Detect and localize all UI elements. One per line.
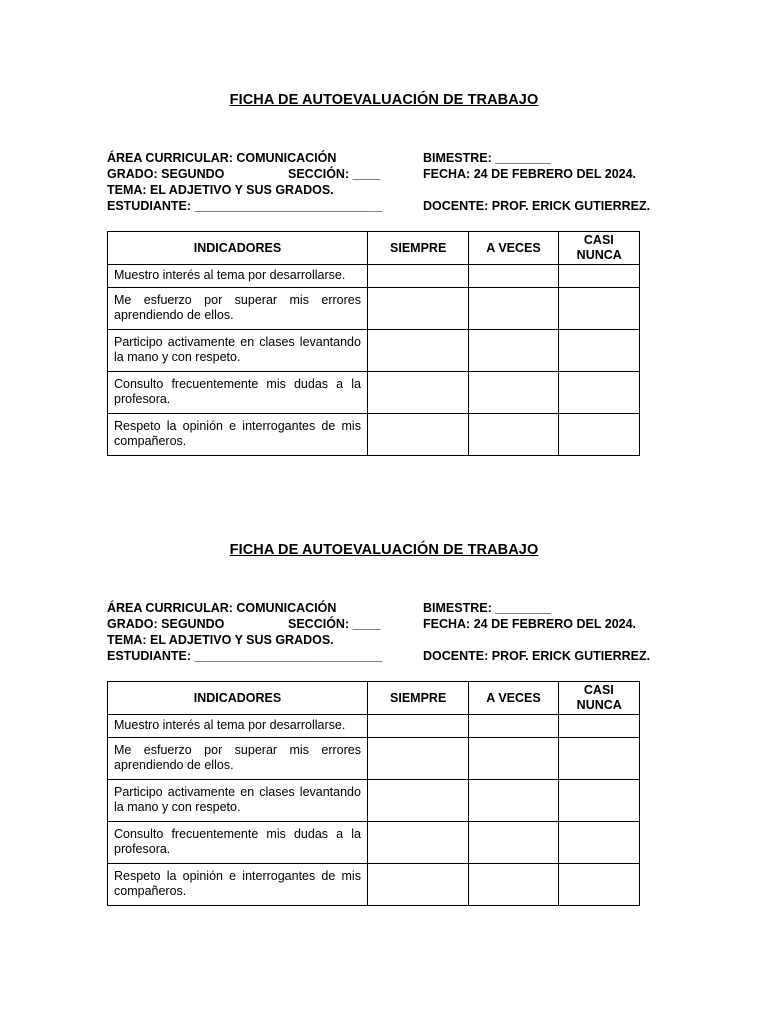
a-veces-cell[interactable] <box>469 780 558 822</box>
docente-label: DOCENTE: PROF. ERICK GUTIERREZ. <box>423 649 651 663</box>
a-veces-cell[interactable] <box>469 715 558 738</box>
indicator-text: Participo activamente en clases levantando la mano y con respeto. <box>108 780 368 822</box>
fecha-label: FECHA: 24 DE FEBRERO DEL 2024. <box>423 167 637 181</box>
siempre-cell[interactable] <box>367 822 468 864</box>
fecha-label: FECHA: 24 DE FEBRERO DEL 2024. <box>423 617 637 631</box>
area-label: ÁREA CURRICULAR: COMUNICACIÓN <box>107 601 337 615</box>
casi-nunca-cell[interactable] <box>558 265 639 288</box>
casi-nunca-cell[interactable] <box>558 372 639 414</box>
indicator-text: Participo activamente en clases levantando la mano y con respeto. <box>108 330 368 372</box>
casi-nunca-cell[interactable] <box>558 288 639 330</box>
docente-label: DOCENTE: PROF. ERICK GUTIERREZ. <box>423 199 651 213</box>
tema-label: TEMA: EL ADJETIVO Y SUS GRADOS. <box>107 183 334 197</box>
siempre-cell[interactable] <box>367 265 468 288</box>
indicator-text: Respeto la opinión e interrogantes de mis compañeros. <box>108 864 368 906</box>
form-title: FICHA DE AUTOEVALUACIÓN DE TRABAJO <box>229 92 539 108</box>
a-veces-cell[interactable] <box>469 288 558 330</box>
table-row <box>108 715 640 738</box>
tema-label: TEMA: EL ADJETIVO Y SUS GRADOS. <box>107 633 334 647</box>
seccion-label: SECCIÓN: ____ <box>288 617 381 631</box>
grado-label: GRADO: SEGUNDO SECCIÓN: ____ <box>107 167 381 181</box>
seccion-label: SECCIÓN: ____ <box>288 167 381 181</box>
a-veces-cell[interactable] <box>469 372 558 414</box>
evaluation-form-1 <box>0 0 768 460</box>
table-row <box>108 864 640 906</box>
a-veces-cell[interactable] <box>469 330 558 372</box>
table-row <box>108 265 640 288</box>
casi-nunca-cell[interactable] <box>558 715 639 738</box>
header-indicadores: INDICADORES <box>108 682 368 715</box>
table-row <box>108 822 640 864</box>
bimestre-field[interactable]: BIMESTRE: ________ <box>423 151 551 165</box>
a-veces-cell[interactable] <box>469 265 558 288</box>
evaluation-table <box>107 231 640 456</box>
info-right-block <box>423 600 650 664</box>
indicator-text: Me esfuerzo por superar mis errores aprendiendo de ellos. <box>108 738 368 780</box>
header-indicadores: INDICADORES <box>108 232 368 265</box>
siempre-cell[interactable] <box>367 715 468 738</box>
casi-nunca-cell[interactable] <box>558 822 639 864</box>
header-siempre: SIEMPRE <box>367 682 468 715</box>
indicator-text: Muestro interés al tema por desarrollarse. <box>108 715 368 738</box>
grado-seccion-line <box>107 166 382 182</box>
siempre-cell[interactable] <box>367 288 468 330</box>
siempre-cell[interactable] <box>367 330 468 372</box>
header-a-veces: A VECES <box>469 682 558 715</box>
grado-label: GRADO: SEGUNDO SECCIÓN: ____ <box>107 617 381 631</box>
table-row <box>108 330 640 372</box>
grado-seccion-line <box>107 616 382 632</box>
indicator-text: Consulto frecuentemente mis dudas a la profesora. <box>108 822 368 864</box>
casi-nunca-cell[interactable] <box>558 738 639 780</box>
indicator-text: Muestro interés al tema por desarrollarse. <box>108 265 368 288</box>
estudiante-field[interactable]: ESTUDIANTE: ___________________________ <box>107 649 383 663</box>
indicator-text: Respeto la opinión e interrogantes de mis compañeros. <box>108 414 368 456</box>
casi-nunca-cell[interactable] <box>558 864 639 906</box>
table-row <box>108 372 640 414</box>
info-left-block <box>107 150 382 214</box>
area-label: ÁREA CURRICULAR: COMUNICACIÓN <box>107 151 337 165</box>
indicator-text: Me esfuerzo por superar mis errores aprendiendo de ellos. <box>108 288 368 330</box>
a-veces-cell[interactable] <box>469 822 558 864</box>
info-left-block <box>107 600 382 664</box>
header-casi-nunca: CASI NUNCA <box>558 682 639 715</box>
info-right-block <box>423 150 650 214</box>
siempre-cell[interactable] <box>367 864 468 906</box>
siempre-cell[interactable] <box>367 372 468 414</box>
table-row <box>108 738 640 780</box>
a-veces-cell[interactable] <box>469 738 558 780</box>
bimestre-field[interactable]: BIMESTRE: ________ <box>423 601 551 615</box>
table-row <box>108 780 640 822</box>
header-a-veces: A VECES <box>469 232 558 265</box>
form-title: FICHA DE AUTOEVALUACIÓN DE TRABAJO <box>229 542 539 558</box>
indicator-text: Consulto frecuentemente mis dudas a la profesora. <box>108 372 368 414</box>
evaluation-form-2 <box>0 450 768 910</box>
siempre-cell[interactable] <box>367 738 468 780</box>
casi-nunca-cell[interactable] <box>558 330 639 372</box>
estudiante-field[interactable]: ESTUDIANTE: ___________________________ <box>107 199 383 213</box>
casi-nunca-cell[interactable] <box>558 780 639 822</box>
header-casi-nunca: CASI NUNCA <box>558 232 639 265</box>
siempre-cell[interactable] <box>367 780 468 822</box>
a-veces-cell[interactable] <box>469 864 558 906</box>
header-siempre: SIEMPRE <box>367 232 468 265</box>
table-row <box>108 288 640 330</box>
evaluation-table <box>107 681 640 906</box>
